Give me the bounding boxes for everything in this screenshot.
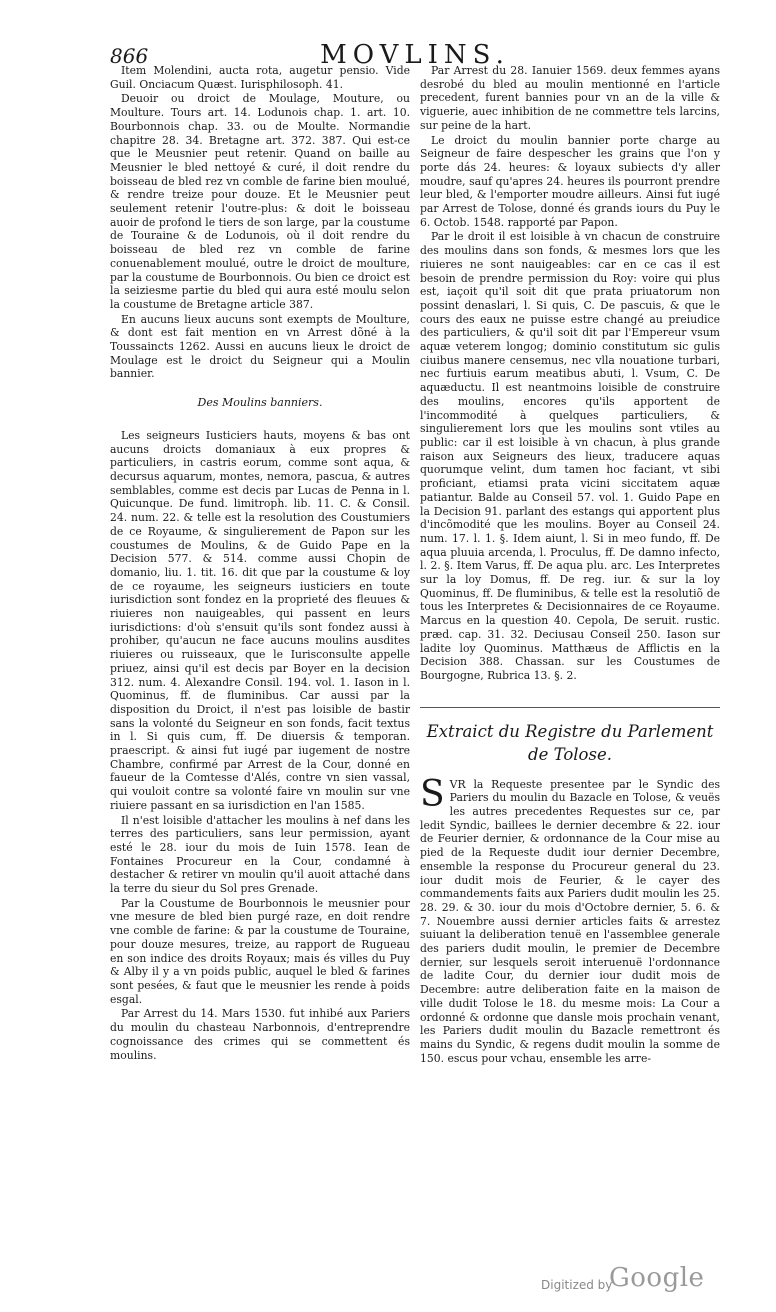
section-subheading: Des Moulins banniers. [197,396,323,410]
section-divider [420,707,720,708]
paragraph: Par la Coustume de Bourbonnois le meusnier pour vne mesure de bled bien purgé raze, en doit rendre vne comble de farine: & par la coustume de Touraine, pour douze mesures, treize, au rapport de Rugueau en son indice des droits Royaux; mais és villes du Puy & Alby il y a vn poids public, auquel le bled & farines sont pesées, & faut que le meusnier les rende à poids esgal. [110,896,410,1006]
extract-heading: Extraict du Registre du Parlement de Tolose. [426,721,714,764]
digitized-by-label: Digitized by [541,1278,613,1292]
paragraph: Par le droit il est loisible à vn chacun de construire des moulins dans son fonds, & mesmes lors que les riuieres ne sont nauigeables: car en ce cas il est besoin de prendre permission du Roy: voire qui plus est, iaçoit qu'il soit dit que prata priuatorum non possint denaslari, l. Si quis, C. De pascuis, & que le cours des eaux ne puisse estre changé au preiudice des particuliers, & qu'il soit dit par l'Empereur vsum aquæ veterem longog; dominio constitutum sic gulis ciuibus manere censemus, nec vlla nouatione turbari, nec furtiuis earum meatibus abuti, l. Vsum, C. De aquæductu. Il est neantmoins loisible de construire des moulins, encores qu'ils apportent de l'incommodité à quelques particuliers, & singulierement lors que les moulins sont vtiles au public: car il est loisible à vn chacun, à plus grande raison aux Seigneurs des lieux, traducere aquas quorumque velint, dum tamen hoc faciant, vt sibi proficiant, etiamsi prata vicini siccitatem aquæ patiantur. Balde au Conseil 57. vol. 1. Guido Pape en la Decision 91. parlant des estangs qui apportent plus d'incõmodité que les moulins. Boyer au Conseil 24. num. 17. l. 1. §. Idem aiunt, l. Si in meo fundo, ff. De aqua pluuia arcenda, l. Proculus, ff. De damno infecto, l. 2. §. Item Varus, ff. De aqua plu. arc. Les Interpretes sur la loy Domus, ff. De reg. iur. & sur la loy Quominus, ff. De fluminibus, & telle est la resolutiõ de tous les Interpretes & Decisionnaires de ce Royaume. Marcus en la question 40. Cepola, De seruit. rustic. præd. cap. 31. 32. Deciusau Conseil 250. Iason sur ladite loy Quominus. Matthæus de Afflictis en la Decision 388. Chassan. sur les Coustumes de Bourgogne, Rubrica 13. §. 2. [420,230,720,682]
paragraph: Par Arrest du 14. Mars 1530. fut inhibé aux Pariers du moulin du chasteau Narbonnois, d'entreprendre cognoissance des crimes qui se commettent és moulins. [110,1007,410,1062]
extract-paragraph [420,773,720,1066]
paragraph: En aucuns lieux aucuns sont exempts de Moulture, & dont est fait mention en vn Arrest dõné à la Toussaincts 1262. Aussi en aucuns lieux le droict de Moulage est le droict du Seigneur qui a Moulin bannier. [110,312,410,381]
right-column [420,64,720,1065]
paragraph: Par Arrest du 28. Ianuier 1569. deux femmes ayans desrobé du bled au moulin mentionné en l'article precedent, furent bannies pour vn an de la ville & viguerie, auec inhibition de ne commettre tels larcins, sur peine de la hart. [420,64,720,132]
paragraph: Il n'est loisible d'attacher les moulins à nef dans les terres des particuliers, sans leur permission, ayant esté le 28. iour du mois de Iuin 1578. Iean de Fontaines Procureur en la Cour, condamné à destacher & retirer vn moulin qu'il auoit attaché dans la terre du sieur du Sol pres Grenade. [110,813,410,896]
extract-text: VR la Requeste presentee par le Syndic des Pariers du moulin du Bazacle en Tolose, & veuës les autres precedentes Requestes sur ce, par ledit Syndic, baillees le dernier decembre & 22. iour de Feurier dernier, & ordonnance de la Cour mise au pied de la Requeste dudit iour dernier Decembre, ensemble la response du Procureur general du 23. iour dudit mois de Feurier, & le cayer des commandements faits aux Pariers dudit moulin les 25. 28. 29. & 30. iour du mois d'Octobre dernier, 5. 6. & 7. Nouembre aussi dernier articles faits & arrestez suiuant la deliberation tenuë en l'assemblee generale des pariers dudit moulin, le premier de Decembre dernier, sur lesquels seroit interuenuë l'ordonnance de ladite Cour, du dernier iour dudit mois de Decembre: autre deliberation faite en la maison de ville dudit Tolose le 18. du mesme mois: La Cour a ordonné & ordonne que dansle mois prochain venant, les Pariers dudit moulin du Bazacle remettront és mains du Syndic, & regens dudit moulin la somme de 150. escus pour vchau, ensemble les arre- [420,777,720,1065]
running-title: MOVLINS. [320,40,510,70]
left-column [110,64,410,1062]
paragraph: Le droict du moulin bannier porte charge au Seigneur de faire despescher les grains que l'on y porte dás 24. heures: & loyaux subiects d'y aller moudre, sauf qu'apres 24. heures ils pourront prendre leur bled, & l'emporter moudre ailleurs. Ainsi fut iugé par Arrest de Tolose, donné és grands iours du Puy le 6. Octob. 1548. rapporté par Papon. [420,133,720,229]
google-logo: Google [609,1263,705,1293]
digitization-watermark [535,1262,735,1294]
page-number: 866 [110,44,149,68]
paragraph: Les seigneurs Iusticiers hauts, moyens & bas ont aucuns droicts domaniaux à eux propres & particuliers, in castris eorum, comme sont aqua, & decursus aquarum, montes, nemora, pascua, & autres semblables, comme est decis par Lucas de Penna in l. Quicunque. De fund. limitroph. lib. 11. C. & Consil. 24. num. 22. & telle est la resolution des Coustumiers de ce Royaume, & singulierement de Papon sur les coustumes de Moulins, & de Guido Pape en la Decision 577. & 514. comme aussi Chopin de domanio, liu. 1. tit. 16. dit que par la coustume & loy de ce royaume, les seigneurs iusticiers en toute iurisdiction sont fondez en la proprieté des fleuues & riuieres non nauigeables, qui passent en leurs iurisdictions: d'où s'ensuit qu'ils sont fondez aussi à prohiber, qu'aucun ne face aucuns moulins ausdites riuieres ou ruisseaux, que le Iurisconsulte appelle priuez, ainsi qu'il est decis par Boyer en la decision 312. num. 4. Alexandre Consil. 194. vol. 1. Iason in l. Quominus, ff. de fluminibus. Car aussi par la disposition du Droict, il n'est pas loisible de bastir sans la volonté du Seigneur en son fonds, facit textus in l. Si quis cum, ff. De diuersis & temporan. praescript. & ainsi fut iugé par iugement de nostre Chambre, confirmé par Arrest de la Cour, donné en faueur de la Comtesse d'Alés, contre vn sien vassal, qui vouloit contre sa volonté faire vn moulin sur vne riuiere passant en sa iurisdiction en l'an 1585. [110,428,410,812]
paragraph: Deuoir ou droict de Moulage, Mouture, ou Moulture. Tours art. 14. Lodunois chap. 1. art. 10. Bourbonnois chap. 33. ou de Moulte. Normandie chapitre 28. 34. Bretagne art. 372. 387. Qui est-ce que le Meusnier peut retenir. Quand on baille au Meusnier le bled nettoyé & curé, il doit rendre du boisseau de bled rez vn comble de farine bien moulué, & rendre treize pour douze. Et le Meusnier peut seulement retenir l'outre-plus: & doit le boisseau auoir de profond le tiers de son large, par la coustume de Touraine & de Lodunois, où il doit rendre du boisseau de bled rez vn comble de farine conuenablement moulué, outre le droict de moulture, par la coustume de Bourbonnois. Ou bien ce droict est la seiziesme partie du bled qui aura esté moulu selon la coustume de Bretagne article 387. [110,92,410,311]
paragraph: Item Molendini, aucta rota, augetur pensio. Vide Guil. Onciacum Quæst. Iurisphilosoph. 41. [110,64,410,91]
drop-cap: S [420,773,445,815]
